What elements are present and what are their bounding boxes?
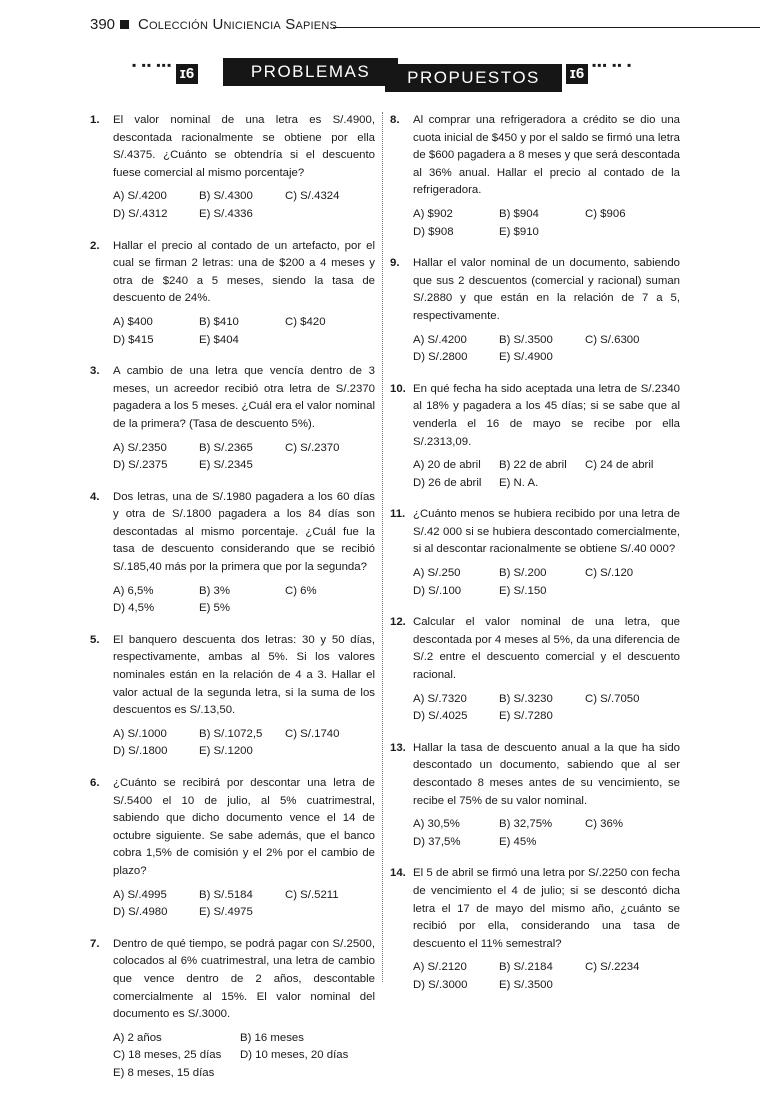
answer-option: D) 10 meses, 20 días bbox=[240, 1049, 349, 1062]
answer-option: A) 30,5% bbox=[413, 818, 460, 831]
answer-option: A) 20 de abril bbox=[413, 459, 481, 472]
problem-item bbox=[90, 363, 375, 475]
answer-option: D) 4,5% bbox=[113, 602, 155, 615]
answer-options bbox=[413, 457, 680, 492]
column-divider bbox=[382, 112, 383, 982]
problem-statement: Al comprar una refrigeradora a crédito se dio una cuota inicial de $450 y por el saldo se firmó una letra de $600 pagadera a 8 meses y que será descontada al 36% anual. Hallar el precio al contado de la refrigeradora. bbox=[413, 114, 680, 197]
answer-option: B) $904 bbox=[499, 207, 539, 220]
answer-options bbox=[413, 691, 680, 726]
header-rule bbox=[333, 27, 760, 28]
problem-number: 6. bbox=[90, 777, 100, 789]
problem-statement: Dos letras, una de S/.1980 pagadera a los 60 días y otra de S/.1800 pagadera a los 84 días son descontadas al mismo porcentaje. ¿Cuál fue la tasa de descuento considerando que se recibió S/.185,40 más por la primera que por la segunda? bbox=[113, 490, 375, 574]
answer-option: D) $908 bbox=[413, 225, 454, 238]
answer-option: C) S/.2234 bbox=[585, 961, 640, 974]
answer-option: D) $415 bbox=[113, 333, 154, 346]
answer-option: E) S/.7280 bbox=[499, 710, 553, 723]
collection-title: Colección Uniciencia Sapiens bbox=[138, 16, 338, 33]
answer-option: E) S/.4975 bbox=[199, 906, 253, 919]
answer-options bbox=[113, 1030, 375, 1083]
problem-statement: En qué fecha ha sido aceptada una letra de S/.2340 al 18% y pagadera a los 45 días; si se sabe que al venderla el 16 de mayo se recibe por ella S/.2313,09. bbox=[413, 382, 680, 448]
answer-option: A) S/.4995 bbox=[113, 888, 167, 901]
answer-option: D) 37,5% bbox=[413, 835, 461, 848]
answer-option: C) 24 de abril bbox=[585, 459, 654, 472]
answer-options bbox=[413, 332, 680, 367]
answer-option: C) S/.4324 bbox=[285, 190, 340, 203]
answer-option: B) S/.5184 bbox=[199, 888, 253, 901]
answer-options bbox=[413, 206, 680, 241]
answer-option: A) S/.1000 bbox=[113, 727, 167, 740]
answer-option: B) 3% bbox=[199, 584, 231, 597]
answer-option: A) S/.250 bbox=[413, 567, 461, 580]
answer-options bbox=[113, 583, 375, 618]
right-column bbox=[390, 112, 680, 1009]
problem-item bbox=[390, 614, 680, 726]
answer-option: E) $910 bbox=[499, 225, 539, 238]
problem-statement: ¿Cuánto se recibirá por descontar una letra de S/.5400 el 10 de julio, al 5% cuatrimestral, sabiendo que dicho documento vence el 14 de octubre siguiente. Se sabe además, que el banco cobra 1,5% de comisión y el 2% por el cambio de plazo? bbox=[113, 777, 375, 877]
problem-item bbox=[390, 865, 680, 994]
answer-option: E) S/.4336 bbox=[199, 207, 253, 220]
problem-statement: Calcular el valor nominal de una letra, que descontada por 4 meses al 5%, da una diferencia de S/.2 entre el descuento comercial y el descuento racional. bbox=[413, 616, 680, 682]
answer-option: C) S/.7050 bbox=[585, 692, 640, 705]
problem-item bbox=[90, 489, 375, 618]
answer-option: B) S/.200 bbox=[499, 567, 547, 580]
answer-options bbox=[113, 726, 375, 761]
answer-option: D) S/.2375 bbox=[113, 459, 168, 472]
answer-option: A) S/.4200 bbox=[413, 333, 467, 346]
problem-statement: El 5 de abril se firmó una letra por S/.2250 con fecha de vencimiento el 4 de julio; si se descontó dicha letra el 17 de mayo del mismo año, ¿cuánto se recibió por ella, considerando una tasa de descuento el 11% semestral? bbox=[413, 867, 680, 950]
answer-option: A) S/.2350 bbox=[113, 441, 167, 454]
answer-option: C) S/.6300 bbox=[585, 333, 640, 346]
problem-statement: ¿Cuánto menos se hubiera recibido por una letra de S/.42 000 si se hubiera descontado comercialmente, si al descontar racionalmente se obtiene S/.40 000? bbox=[413, 508, 680, 556]
answer-option: D) S/.4980 bbox=[113, 906, 168, 919]
decorative-dots-right-icon: ▪▪▪ ▪▪ ▪ bbox=[592, 58, 633, 72]
answer-option: C) 36% bbox=[585, 818, 623, 831]
answer-option: A) 6,5% bbox=[113, 584, 154, 597]
answer-options bbox=[413, 816, 680, 851]
problem-statement: Hallar el valor nominal de un documento, sabiendo que sus 2 descuentos (comercial y racional) suman S/.2880 y que están en la relación de 7 a 5, respectivamente. bbox=[413, 257, 680, 322]
answer-options bbox=[413, 565, 680, 600]
answer-options bbox=[413, 959, 680, 994]
problem-number: 12. bbox=[390, 616, 406, 629]
book-logo-right-icon: ɪ6 bbox=[566, 64, 588, 84]
problem-statement: El banquero descuenta dos letras: 30 y 50 días, respectivamente, ambas al 5%. Si los valores nominales están en la relación de 4 a 3. Hallar el valor actual de la segunda letra, si la suma de los descuentos es S/.13,50. bbox=[113, 633, 375, 717]
answer-option: B) S/.1072,5 bbox=[199, 727, 263, 740]
problem-number: 3. bbox=[90, 365, 100, 378]
answer-option: B) S/.3500 bbox=[499, 333, 553, 346]
answer-option: E) S/.3500 bbox=[499, 978, 553, 991]
left-column bbox=[90, 112, 375, 1097]
answer-options bbox=[113, 440, 375, 475]
problem-statement: El valor nominal de una letra es S/.4900, descontada racionalmente se obtiene por ella S/.4375. ¿Cuánto se obtendría si el descuento fuese comercial al mismo porcentaje? bbox=[113, 114, 375, 179]
problem-number: 9. bbox=[390, 257, 400, 270]
answer-option: A) $400 bbox=[113, 315, 153, 328]
problem-number: 5. bbox=[90, 633, 100, 646]
banner-problemas: PROBLEMAS bbox=[223, 58, 398, 86]
answer-option: C) $906 bbox=[585, 207, 626, 220]
answer-option: E) N. A. bbox=[499, 476, 539, 489]
problem-item bbox=[90, 936, 375, 1083]
problem-item bbox=[90, 632, 375, 761]
banner-propuestos: PROPUESTOS bbox=[385, 64, 562, 92]
answer-option: E) S/.2345 bbox=[199, 459, 253, 472]
answer-option: C) S/.1740 bbox=[285, 727, 340, 740]
answer-option: C) S/.5211 bbox=[285, 888, 339, 901]
answer-option: A) S/.4200 bbox=[113, 190, 167, 203]
page-number: 390 bbox=[90, 16, 116, 33]
answer-option: A) $902 bbox=[413, 207, 453, 220]
answer-option: C) S/.2370 bbox=[285, 441, 340, 454]
answer-option: B) S/.2365 bbox=[199, 441, 253, 454]
problem-item bbox=[390, 740, 680, 852]
problem-item bbox=[390, 381, 680, 493]
answer-option: B) S/.3230 bbox=[499, 692, 553, 705]
answer-option: D) S/.3000 bbox=[413, 978, 468, 991]
page-header bbox=[90, 14, 675, 40]
answer-option: B) S/.2184 bbox=[499, 961, 553, 974]
answer-option: D) S/.1800 bbox=[113, 745, 168, 758]
answer-option: E) 8 meses, 15 días bbox=[113, 1066, 215, 1079]
answer-option: A) S/.7320 bbox=[413, 692, 467, 705]
problem-statement: Dentro de qué tiempo, se podrá pagar con S/.2500, colocados al 6% cuatrimestral, una letra de cambio que vence dentro de 2 años, descontable comercialmente al 15%. El valor nominal del documento es S/.3000. bbox=[113, 937, 375, 1021]
problem-number: 8. bbox=[390, 114, 400, 126]
decorative-dots-left-icon: ▪ ▪▪ ▪▪▪ bbox=[132, 58, 173, 72]
answer-option: B) $410 bbox=[199, 315, 239, 328]
answer-option: C) 6% bbox=[285, 584, 317, 597]
answer-option: C) S/.120 bbox=[585, 567, 634, 580]
answer-options bbox=[113, 188, 375, 223]
answer-option: D) S/.100 bbox=[413, 584, 462, 597]
problem-number: 1. bbox=[90, 114, 100, 126]
answer-option: D) S/.4312 bbox=[113, 207, 168, 220]
answer-option: E) S/.1200 bbox=[199, 745, 253, 758]
problem-number: 11. bbox=[390, 508, 406, 521]
answer-option: C) 18 meses, 25 días bbox=[113, 1049, 222, 1062]
problem-number: 4. bbox=[90, 490, 100, 503]
problem-item bbox=[390, 255, 680, 367]
problem-item bbox=[90, 775, 375, 922]
problem-item bbox=[90, 238, 375, 350]
problem-item bbox=[390, 112, 680, 241]
answer-option: A) S/.2120 bbox=[413, 961, 467, 974]
problem-statement: A cambio de una letra que vencía dentro de 3 meses, un acreedor recibió otra letra de S/.2370 pagadera a los 5 meses. ¿Cuál era el valor nominal de la primera? (Tasa de descuento 5%). bbox=[113, 365, 375, 430]
answer-option: D) S/.4025 bbox=[413, 710, 468, 723]
problem-statement: Hallar el precio al contado de un artefacto, por el cual se firman 2 letras: una de $200 a 4 meses y otra de $240 a 5 meses, siendo la tasa de descuento de 24%. bbox=[113, 239, 375, 305]
answer-option: E) S/.150 bbox=[499, 584, 547, 597]
square-bullet-icon bbox=[120, 20, 129, 29]
book-logo-left-icon: ɪ6 bbox=[176, 64, 198, 84]
answer-option: E) 45% bbox=[499, 835, 537, 848]
problem-number: 2. bbox=[90, 239, 100, 252]
problem-item bbox=[390, 506, 680, 600]
answer-option: B) S/.4300 bbox=[199, 190, 253, 203]
problem-number: 14. bbox=[390, 867, 406, 880]
problem-item bbox=[90, 112, 375, 224]
answer-option: B) 22 de abril bbox=[499, 459, 567, 472]
answer-option: E) 5% bbox=[199, 602, 231, 615]
answer-option: E) $404 bbox=[199, 333, 239, 346]
answer-options bbox=[113, 887, 375, 922]
answer-option: D) 26 de abril bbox=[413, 476, 482, 489]
problem-statement: Hallar la tasa de descuento anual a la que ha sido descontado un documento, sabiendo que al ser descontado 8 meses antes de su vencimiento, se recibe el 75% de su valor nominal. bbox=[413, 741, 680, 807]
answer-option: C) $420 bbox=[285, 315, 326, 328]
answer-option: E) S/.4900 bbox=[499, 351, 553, 364]
problem-number: 10. bbox=[390, 382, 406, 395]
problem-number: 13. bbox=[390, 741, 406, 754]
answer-option: B) 16 meses bbox=[240, 1031, 304, 1044]
problem-number: 7. bbox=[90, 937, 100, 950]
answer-options bbox=[113, 314, 375, 349]
answer-option: B) 32,75% bbox=[499, 818, 553, 831]
answer-option: A) 2 años bbox=[113, 1031, 162, 1044]
answer-option: D) S/.2800 bbox=[413, 351, 468, 364]
